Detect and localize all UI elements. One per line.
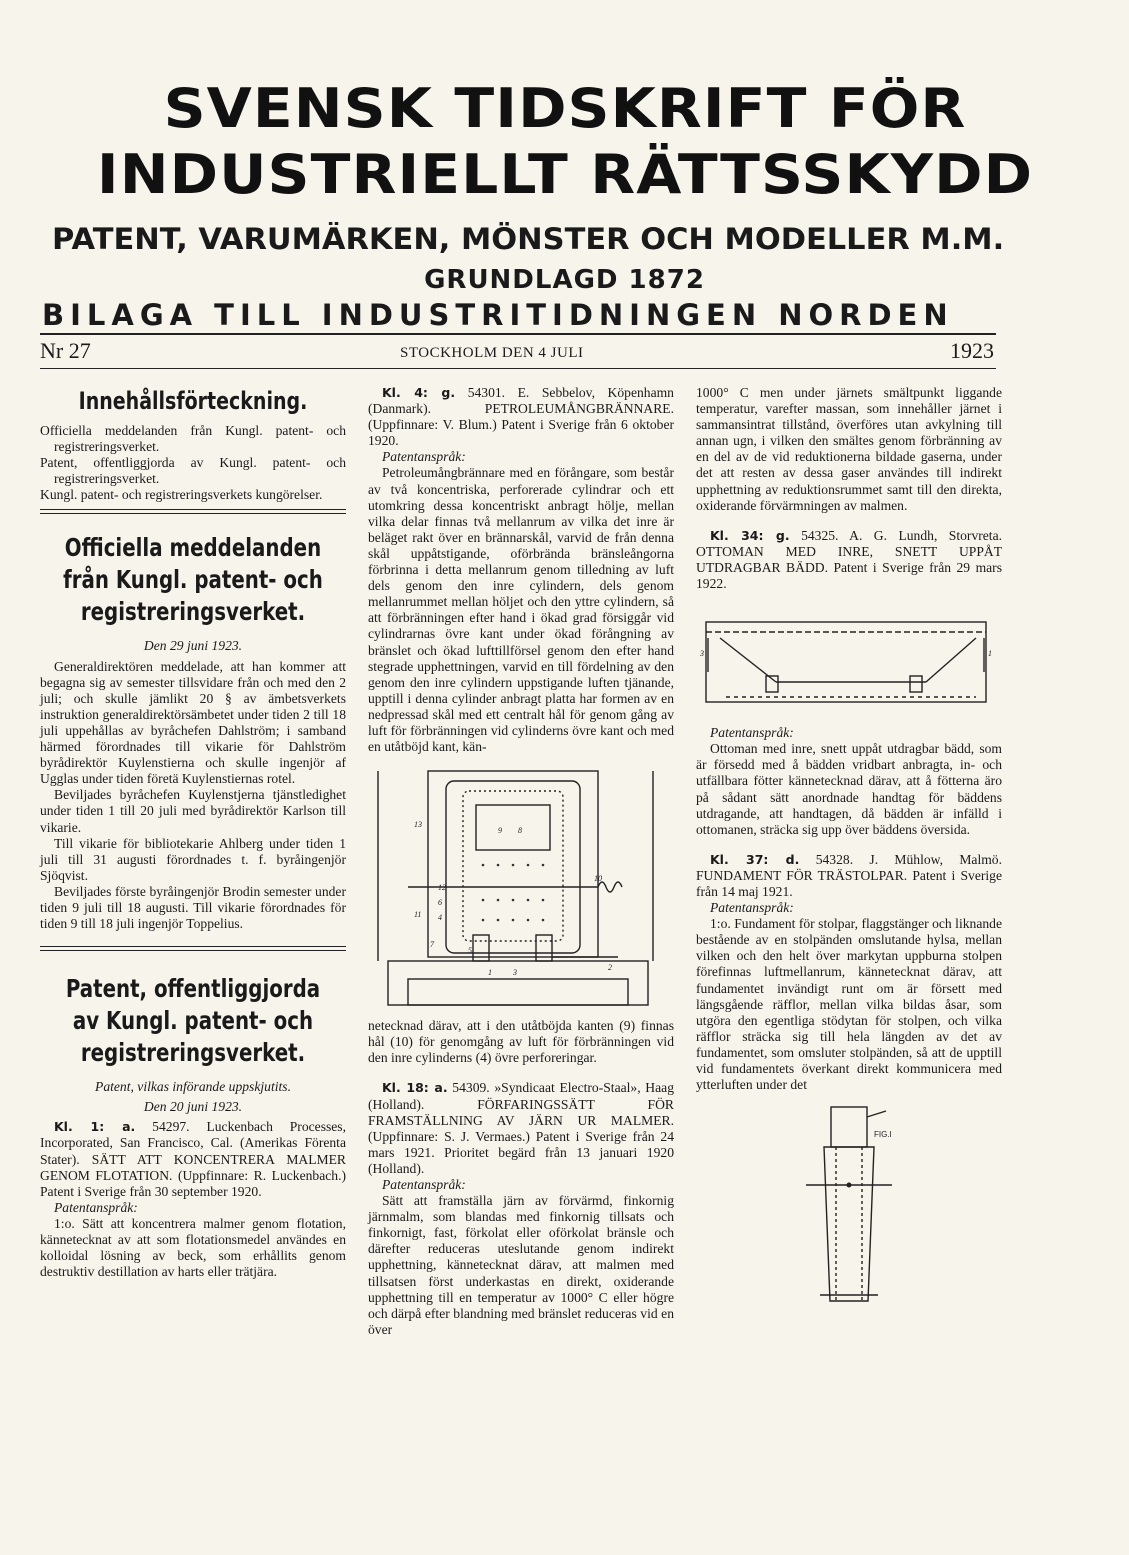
patent-text: 54297. Luckenbach Processes, Incorporated, San Francisco, Cal. (Amerikas Förenta Stater). SÄTT ATT KONCENTRERA MALMER GENOM FLOTATION. (Uppfinnare: R. Luckenbach.) Patent i Sverige från 30 september 1920. xyxy=(40,1119,346,1199)
figure-label: 10 xyxy=(594,874,602,884)
figure-label: 1 xyxy=(488,968,492,978)
figure-label: 8 xyxy=(518,826,522,836)
patent-claim-continued: 1000° C men under järnets smältpunkt liggande temperatur, varefter massan, som innehåller järnet i sammansintrat tillstånd, överföres utan avkylning till annan ugn, i vilken den smältes genom förbränning av en del av de vid reduktionerna bildade gaserna, under det att resten av dessa gaser användes till indirekt upphettning av reduktionsrummet samt till den direkta, oxiderande förvärmningen av malmen. xyxy=(696,385,1002,513)
section-divider xyxy=(40,946,346,951)
official-paragraph: Beviljades förste byråingenjör Brodin semester under tiden 9 juli till 18 augusti. Till vikarie förordnades för tiden 9 till 18 juli ingenjör Toppelius. xyxy=(40,883,346,932)
masthead-line-1: SVENSK TIDSKRIFT FÖR xyxy=(163,77,967,140)
patent-class: Kl. 37: d. xyxy=(710,851,800,867)
place-date: STOCKHOLM DEN 4 JULI xyxy=(400,345,584,361)
official-date: Den 29 juni 1923. xyxy=(143,638,243,654)
issue-rule xyxy=(40,368,996,369)
figure-label: 3 xyxy=(513,968,517,978)
patent-claim: Petroleumångbrännare med en förångare, som består av två koncentriska, perforerade cylindrar och ett utomkring dessa koncentriskt anbragt hölje, mellan vilka delar finnas två mellanrum av vilka det inre är beläget rakt över en brännarskål, varvid de från denna skål uppåtstigande, oförbrända bränsleångorna förbrinna i detta mellanrum genom tilledning av luft dels genom den inre cylindern, dels genom mellanrummet mellan höljet och den yttre cylindern, så att förbränningen efter hand i ökad grad försiggår vid cylindrarnas övre kant under ökad förångning av bränslet och ökad lufttillförsel genom den efter hand stegrade upphettningen, varvid en till fördelning av den genom den inre cylindern uppstigande luften tjänande, upptill i denna cylinder anbragt platta har formen av en nedpressad skål med ett centralt hål för genom gång av luft för förbränningen vid cylinderns övre kant och med en utåtböjd kant, kän- xyxy=(368,465,674,755)
toc-item: Kungl. patent- och registreringsverkets kungörelser. xyxy=(40,487,323,503)
claim-label: Patentanspråk: xyxy=(54,1199,138,1215)
post-diagram xyxy=(696,1105,1002,1305)
official-paragraph: Generaldirektören meddelade, att han kommer att begagna sig av semester tillsvidare från och med den 2 juli; och skulle jämlikt 20 § av ämbetsverkets instruktion generaldirektörsämbetet under tiden 2 till 18 juli uppehållas av byråchefen Dahlström; i samband härmed förordnades till vikarie för Dahlström byrådirektör Kuylenstierna och skulle ingenjör af Ugglas under tiden företä Kuylenstiernas rotel. xyxy=(40,658,346,787)
toc-heading: Innehållsförteckning. xyxy=(78,387,308,415)
figure-caption: FIG.I xyxy=(874,1130,892,1140)
patents-date: Den 20 juni 1923. xyxy=(143,1099,243,1115)
toc-item: Patent, offentliggjorda av Kungl. patent- och registreringsverket. xyxy=(40,455,346,487)
ottoman-figure xyxy=(696,602,1002,717)
column-3 xyxy=(696,385,1002,1313)
figure-label: 2 xyxy=(608,963,612,973)
figure-label: 13 xyxy=(414,820,422,830)
issue-year: 1923 xyxy=(950,338,994,363)
patent-claim: 1:o. Sätt att koncentrera malmer genom flotation, kännetecknat av att som flotationsmedel användes en kolloidal lösning av beck, som erhållits genom destruktiv destillation av harts eller trätjära. xyxy=(40,1215,346,1280)
patent-claim: Ottoman med inre, snett uppåt utdragbar bädd, som är försedd med å bädden vridbart anbragta, in- och utfällbara fötter kännetecknad därav, att å fötterna äro på sådant sätt anordnade handtag för bäddens utdragande, att handtagen, då bädden är infälld i ottomanen, sträcka sig upp över bäddens översida. xyxy=(696,741,1002,837)
claim-label: Patentanspråk: xyxy=(710,725,794,741)
masthead-line-2: INDUSTRIELLT RÄTTSSKYDD xyxy=(96,143,1034,206)
patent-text: 54301. E. Sebbelov, Köpenhamn (Danmark). PETROLEUMÅNGBRÄNNARE. (Uppfinnare: V. Blum.) Patent i Sverige från 6 oktober 1920. xyxy=(368,385,674,449)
claim-label: Patentanspråk: xyxy=(382,1177,466,1192)
toc-item: Officiella meddelanden från Kungl. patent- och registreringsverket. xyxy=(40,423,346,455)
patent-entry-3 xyxy=(368,1080,674,1177)
burner-diagram xyxy=(368,765,674,1010)
figure-label: 7 xyxy=(430,940,434,950)
masthead-founded: GRUNDLAGD 1872 xyxy=(424,265,705,295)
figure-label: 5 xyxy=(468,946,472,956)
patent-class: Kl. 4: g. xyxy=(382,385,456,400)
masthead-subtitle: PATENT, VARUMÄRKEN, MÖNSTER OCH MODELLER M.M. xyxy=(52,222,1005,256)
patent-entry-5 xyxy=(696,852,1002,900)
patent-text: 54325. A. G. Lundh, Storvreta. OTTOMAN MED INRE, SNETT UPPÅT UTDRAGBAR BÄDD. Patent i Sverige från 29 mars 1922. xyxy=(696,527,1003,592)
header-rule xyxy=(40,333,996,335)
ottoman-diagram xyxy=(696,602,1002,717)
figure-label: 6 xyxy=(438,898,442,908)
patent-class: Kl. 18: a. xyxy=(382,1080,448,1096)
claim-label: Patentanspråk: xyxy=(710,900,794,916)
patent-text: 54328. J. Mühlow, Malmö. FUNDAMENT FÖR TRÄSTOLPAR. Patent i Sverige från 14 maj 1921. xyxy=(696,851,1002,899)
official-heading: Officiella meddelanden från Kungl. patent- och registreringsverket. xyxy=(63,533,323,627)
patent-text: 54309. »Syndicaat Electro-Staal», Haag (Holland). FÖRFARINGSSÄTT FÖR FRAMSTÄLLNING AV JÄRN UR MALMER. (Uppfinnare: S. J. Vermaes.) Patent i Sverige från 24 mars 1921. Prioritet begärd från 13 januari 1920 (Holland). xyxy=(368,1080,674,1176)
patent-claim: 1:o. Fundament för stolpar, flaggstänger och liknande bestående av en stolpänden omslutande hylsa, mellan vilken och den helt över markytan uppburna stolpen förefinnas luftmellanrum, kännetecknat därav, att fundamentet invändigt runt om är försett med längsgående räfflor, mellan vilka bildas åsar, som utgöra den egentliga stödytan för stolpen, och vilka räfflor sträcka sig till hela längden av det av fundamentet, som omsluter stolpänden, så att de upptill vid fundamentets överkant direkt kommunicera med ytterluften under det xyxy=(696,916,1002,1093)
patent-class: Kl. 1: a. xyxy=(54,1119,136,1135)
figure-label: 12 xyxy=(438,883,446,893)
official-paragraph: Beviljades byråchefen Kuylenstjerna tjänstledighet under tiden 1 till 20 juli med byrådirektör Karlson till vikarie. xyxy=(40,787,346,835)
toc-list xyxy=(40,423,346,503)
figure-label: 3 xyxy=(700,649,704,659)
figure-label: 4 xyxy=(438,913,442,923)
figure-label: 1 xyxy=(988,649,992,659)
figure-label: 9 xyxy=(498,826,502,836)
patent-entry-1 xyxy=(40,1119,346,1199)
patent-claim-continued: netecknad därav, att i den utåtböjda kanten (9) finnas hål (10) för genomgång av luft för förbränningen vid den inre cylinderns (4) övre perforeringar. xyxy=(368,1018,674,1066)
burner-figure xyxy=(368,765,674,1010)
section-divider xyxy=(40,509,346,514)
patent-class: Kl. 34: g. xyxy=(710,527,790,543)
patent-claim: Sätt att framställa järn av förvärmd, finkornig järnmalm, som blandas med finkornig tillsats och finkornigt, fast, förkolat eller oförkolat bränsle och därefter reduceras uteslutande genom indirekt upphettning, kännetecknat därav, att malmen med tillsatsen först underkastas en direkt, oxiderande upphettning till en temperatur av 1000° C eller högre och därpå efter blandning med bränslet reduceras vid en över xyxy=(368,1193,674,1337)
figure-label: 11 xyxy=(414,910,422,920)
column-1 xyxy=(40,385,346,1280)
patents-heading: Patent, offentliggjorda av Kungl. patent- och registreringsverket. xyxy=(65,974,321,1068)
official-paragraph: Till vikarie för bibliotekarie Ahlberg under tiden 1 juli till 31 augusti förordnades t. f. byråingenjör Sjöqvist. xyxy=(40,835,346,883)
patent-entry-2 xyxy=(368,385,674,449)
patents-subheading: Patent, vilkas införande uppskjutits. xyxy=(95,1079,291,1095)
patent-entry-4 xyxy=(696,528,1002,592)
issue-number: Nr 27 xyxy=(40,338,91,363)
column-2 xyxy=(368,385,674,1338)
post-figure xyxy=(696,1105,1002,1305)
masthead-supplement: BILAGA TILL INDUSTRITIDNINGEN NORDEN xyxy=(42,298,954,332)
claim-label: Patentanspråk: xyxy=(382,449,466,465)
